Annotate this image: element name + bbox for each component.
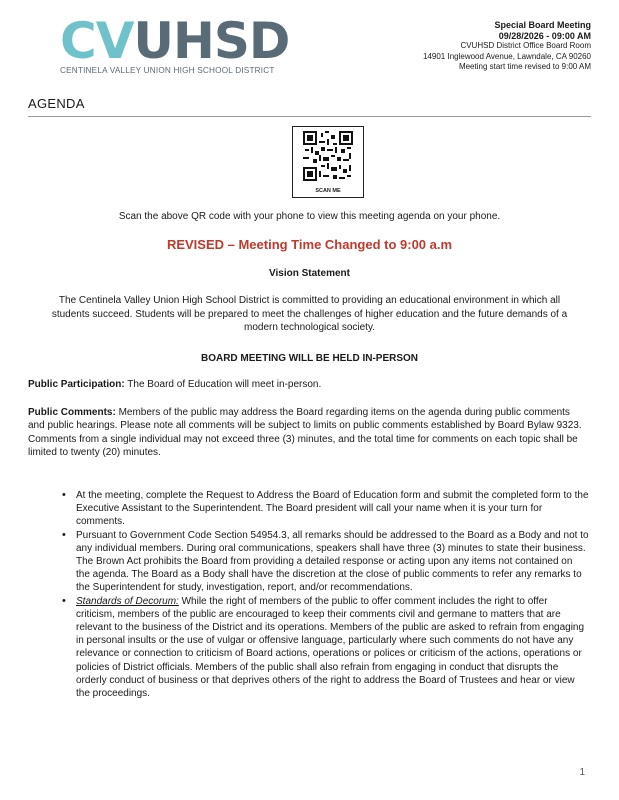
qr-instructions: Scan the above QR code with your phone to view this meeting agenda on your phone.	[118, 211, 501, 222]
comment-rules-list	[62, 489, 589, 700]
in-person-heading: BOARD MEETING WILL BE HELD IN-PERSON	[200, 353, 419, 364]
page-number: 1	[579, 767, 585, 778]
public-comments-text: Members of the public may address the Board regarding items on the agenda during public comments and public hearings. Please note all comments will be subject to limits on public comments established by Board Bylaw 9323. Comments from a single individual may not exceed three (3) minutes, and the total time for comments on each topic shall be limited to twenty (20) minutes.	[28, 407, 582, 458]
vision-text: The Centinela Valley Union High School District is committed to providing an educational environment in which all students succeed. Students will be prepared to meet the challenges of higher education and the future demands of a modern technological society.	[51, 295, 568, 333]
district-logo	[60, 12, 290, 76]
meeting-info	[423, 20, 591, 73]
logo-uhsd: UHSD	[133, 12, 290, 70]
list-item	[62, 595, 589, 701]
bullet-text: While the right of members of the public to offer comment includes the right to offer criticism, members of the public are encouraged to keep their comments civil and germane to matters that are relevant to the business of the District and its operations. Members of the public are asked to refrain from engaging in personal insults or the use of vulgar or offensive language, particularly where such comments do not have any relevance or connection to criticism of Board actions, operations or polices or criticism of the actions, operations or policies of District officials. Members of the public shall also refrain from engaging in conduct that disrupts the orderly conduct of business or that deprives others of the right to address the Board of Trustees and hear or view the proceedings.	[76, 595, 585, 700]
meeting-note: Meeting start time revised to 9:00 AM	[458, 62, 591, 71]
logo-subtitle: CENTINELA VALLEY UNION HIGH SCHOOL DISTRICT	[60, 66, 275, 75]
vision-title: Vision Statement	[269, 268, 350, 279]
public-comments-label: Public Comments:	[28, 407, 116, 418]
public-participation	[28, 378, 589, 391]
meeting-address: 14901 Inglewood Avenue, Lawndale, CA 90260	[423, 51, 591, 61]
qr-scan-label: SCAN ME	[315, 188, 341, 194]
bullet-text: At the meeting, complete the Request to Address the Board of Education form and submit the completed form to the Executive Assistant to the Superintendent. The Board president will call your name when it is your turn for comments.	[76, 490, 589, 528]
revised-notice: REVISED – Meeting Time Changed to 9:00 a.m	[166, 237, 453, 252]
list-item	[62, 489, 589, 529]
logo-cv: CV	[60, 12, 134, 70]
meeting-title: Special Board Meeting	[494, 20, 591, 30]
qr-code[interactable]	[292, 126, 364, 198]
bullet-text: Pursuant to Government Code Section 54954.3, all remarks should be addressed to the Board as a Body and not to any individual members. During oral communications, speakers shall have three (3) minutes to state their business. The Brown Act prohibits the Board from providing a detailed response or acting upon any items not contained on the agenda. The Board as a Body shall have the discretion at the close of public comments to refer any remarks to the Superintendent for study, investigation, report, and/or recommendations.	[76, 529, 589, 594]
public-participation-text: The Board of Education will meet in-person.	[124, 379, 322, 390]
public-participation-label: Public Participation:	[28, 379, 125, 390]
list-item	[62, 529, 589, 595]
meeting-location: CVUHSD District Office Board Room	[460, 41, 591, 50]
public-comments	[28, 406, 589, 459]
qr-code-icon	[303, 131, 353, 181]
decorum-label: Standards of Decorum:	[76, 595, 179, 607]
meeting-datetime: 09/28/2026 - 09:00 AM	[498, 30, 591, 41]
logo-wordmark	[60, 12, 290, 70]
agenda-heading: AGENDA	[28, 96, 85, 111]
divider	[28, 116, 591, 117]
